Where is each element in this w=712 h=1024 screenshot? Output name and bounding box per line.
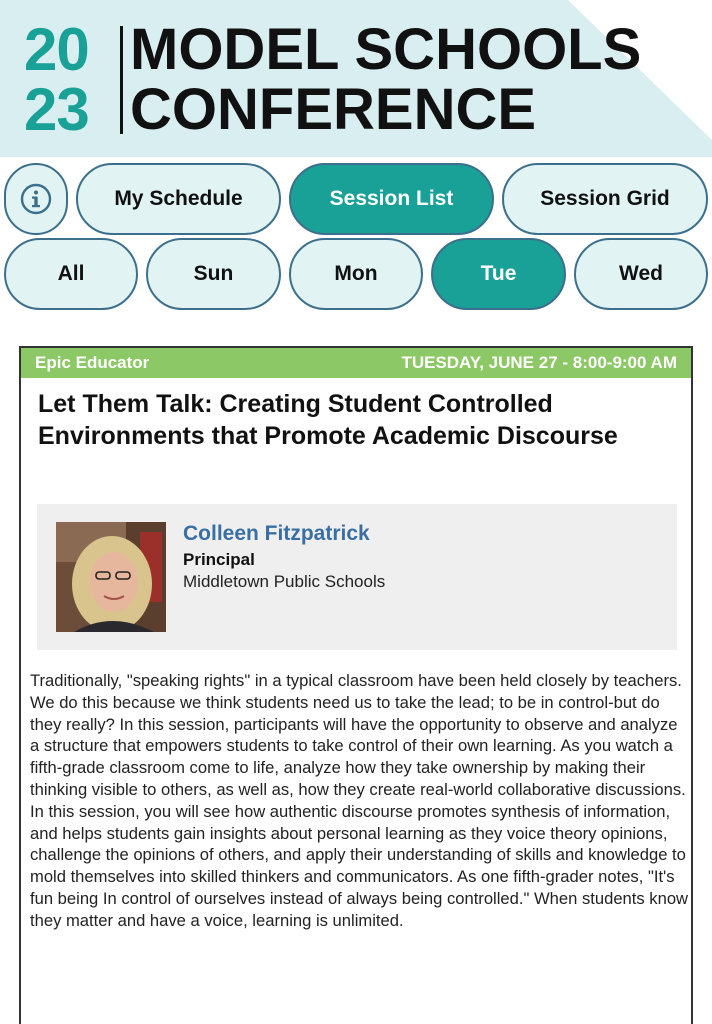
speaker-panel[interactable] <box>37 504 677 650</box>
session-title: Let Them Talk: Creating Student Controlled Environments that Promote Academic Discourse <box>38 390 618 450</box>
header-divider <box>120 26 123 134</box>
title-line-2: CONFERENCE <box>130 77 537 142</box>
day-filter-mon[interactable]: Mon <box>289 238 423 310</box>
tab-session-grid[interactable]: Session Grid <box>502 163 708 235</box>
day-filter-tue[interactable]: Tue <box>431 238 566 310</box>
speaker-organization: Middletown Public Schools <box>183 572 386 591</box>
speaker-photo <box>56 522 166 632</box>
year-bottom: 23 <box>24 76 89 143</box>
title-line-1: MODEL SCHOOLS <box>130 17 642 82</box>
speaker-name[interactable]: Colleen Fitzpatrick <box>183 522 370 545</box>
session-datetime: TUESDAY, JUNE 27 - 8:00-9:00 AM <box>401 353 677 372</box>
conference-title <box>130 17 642 142</box>
session-header-bar <box>21 348 691 378</box>
conference-year <box>24 16 110 143</box>
session-card[interactable] <box>19 346 693 1024</box>
speaker-portrait <box>56 522 166 632</box>
tab-my-schedule[interactable]: My Schedule <box>76 163 281 235</box>
speaker-role: Principal <box>183 550 255 569</box>
session-description: Traditionally, "speaking rights" in a typical classroom have been held closely by teachers. We do this because we think students need us to take the lead; to be in control-but do they really? In this session, participants will have the opportunity to observe and analyze a structure that empowers students to take control of their own learning. As you watch a fifth-grade classroom come to life, analyze how they take ownership by making their thinking visible to others, as well as, how they create real-world collaborative discussions. In this session, you will see how authentic discourse promotes synthesis of information, and helps students gain insights about personal learning as they voice theory opinions, challenge the opinions of others, and apply their understanding of skills and knowledge to mold themselves into skilled thinkers and communicators. As one fifth-grader notes, "It's fun being In control of ourselves instead of always being controlled." When students know they matter and have a voice, learning is unlimited. <box>30 671 689 930</box>
year-top: 20 <box>24 16 89 83</box>
day-filter-all[interactable]: All <box>4 238 138 310</box>
info-button[interactable] <box>4 163 68 235</box>
conference-banner <box>0 0 712 157</box>
tab-session-list[interactable]: Session List <box>289 163 494 235</box>
day-filter-sun[interactable]: Sun <box>146 238 281 310</box>
info-icon <box>19 182 53 216</box>
session-track: Epic Educator <box>35 353 150 372</box>
day-filter-wed[interactable]: Wed <box>574 238 708 310</box>
